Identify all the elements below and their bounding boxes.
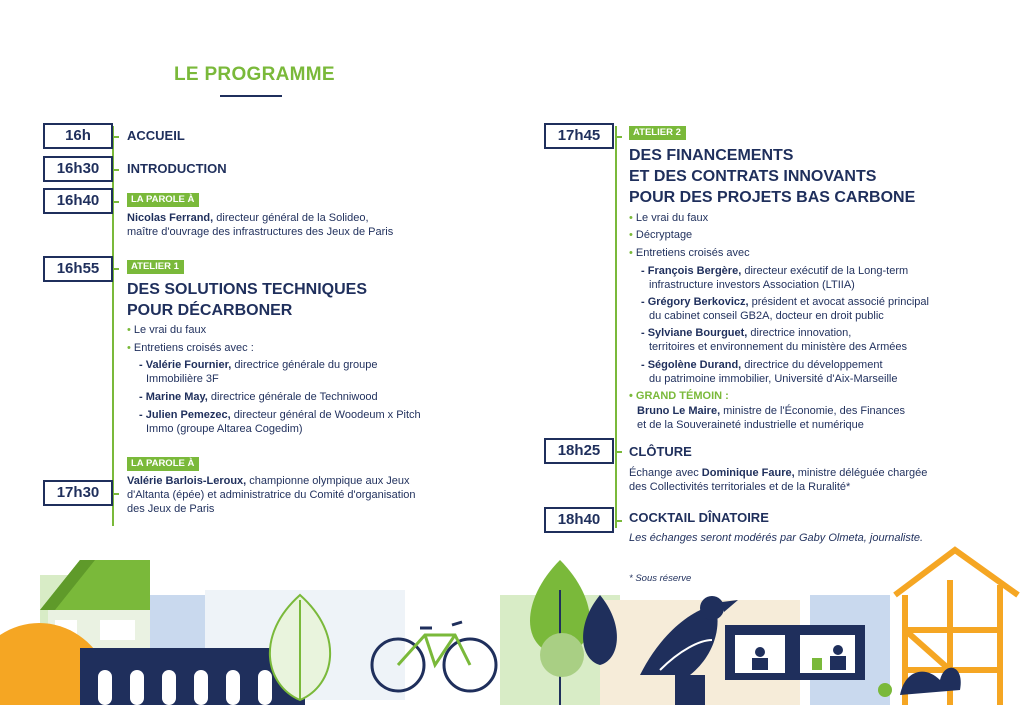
page-title: LE PROGRAMME (174, 64, 335, 85)
participant: - François Bergère, directeur exécutif de la Long-term (641, 265, 909, 277)
atelier-title: DES SOLUTIONS TECHNIQUES POUR DÉCARBONER (127, 281, 368, 319)
bullet: • Le vrai du faux (629, 212, 709, 224)
closing-text: des Collectivités territoriales et de la Ruralité* (629, 481, 851, 493)
slot-heading: COCKTAIL DÎNATOIRE (629, 510, 769, 525)
participant-role: du patrimoine immobilier, Université d'Aix-Marseille (649, 373, 898, 385)
slot-heading: ACCUEIL (127, 128, 185, 143)
grand-temoin-label: • GRAND TÉMOIN : (629, 390, 729, 402)
connector (616, 136, 622, 138)
right-timeline-line (615, 126, 617, 528)
title-underline (220, 95, 282, 97)
slot-heading: INTRODUCTION (127, 161, 227, 176)
grand-temoin-role: et de la Souveraineté industrielle et numérique (637, 419, 864, 431)
time-box-17h45: 17h45 (544, 123, 614, 149)
slot-heading: CLÔTURE (629, 444, 692, 459)
participant-role: infrastructure investors Association (LTIIA) (649, 279, 855, 291)
bullet: • Entretiens croisés avec : (127, 342, 254, 354)
time-box-18h40: 18h40 (544, 507, 614, 533)
time-box-17h30: 17h30 (43, 480, 113, 506)
bullet: • Entretiens croisés avec (629, 247, 750, 259)
time-box-16h55: 16h55 (43, 256, 113, 282)
participant: - Grégory Berkovicz, président et avocat associé principal (641, 296, 929, 308)
section-tag: LA PAROLE À (127, 193, 199, 207)
participant-role: du cabinet conseil GB2A, docteur en droit public (649, 310, 884, 322)
closing-text: Échange avec Dominique Faure, ministre déléguée chargée (629, 467, 928, 479)
connector (113, 136, 119, 138)
bullet: • Le vrai du faux (127, 324, 207, 336)
section-tag: LA PAROLE À (127, 457, 199, 471)
speaker-role: maître d'ouvrage des infrastructures des Jeux de Paris (127, 226, 394, 238)
left-timeline-line (112, 126, 114, 526)
participant-role: Immobilière 3F (146, 373, 219, 385)
participant-role: Immo (groupe Altarea Cogedim) (146, 423, 303, 435)
section-tag: ATELIER 2 (629, 126, 686, 140)
time-box-16h: 16h (43, 123, 113, 149)
connector (113, 493, 119, 495)
moderator-note: Les échanges seront modérés par Gaby Olmeta, journaliste. (629, 532, 924, 544)
connector (113, 201, 119, 203)
participant: - Marine May, directrice générale de Techniwood (139, 391, 378, 403)
speaker-role: des Jeux de Paris (127, 503, 215, 515)
participant: - Ségolène Durand, directrice du développement (641, 359, 883, 371)
bullet: • Décryptage (629, 229, 693, 241)
time-box-18h25: 18h25 (544, 438, 614, 464)
bottom-illustration (0, 540, 1024, 705)
connector (113, 268, 119, 270)
connector (616, 451, 622, 453)
speaker-role: d'Altanta (épée) et administratrice du Comité d'organisation (127, 489, 416, 501)
atelier-title: DES FINANCEMENTS ET DES CONTRATS INNOVANTS POUR DES PROJETS BAS CARBONE (629, 147, 916, 206)
footnote: * Sous réserve (629, 573, 692, 584)
participant: - Valérie Fournier, directrice générale du groupe (139, 359, 378, 371)
participant-role: territoires et environnement du ministère des Armées (649, 341, 908, 353)
office-workers-illustration (725, 625, 865, 680)
connector (113, 169, 119, 171)
speaker-text: Valérie Barlois-Leroux, championne olympique aux Jeux (127, 475, 410, 487)
time-box-16h40: 16h40 (43, 188, 113, 214)
participant: - Julien Pemezec, directeur général de Woodeum x Pitch (139, 409, 421, 421)
connector (616, 520, 622, 522)
participant: - Sylviane Bourguet, directrice innovation, (641, 327, 852, 339)
time-box-16h30: 16h30 (43, 156, 113, 182)
grand-temoin-text: Bruno Le Maire, ministre de l'Économie, des Finances (637, 405, 906, 417)
section-tag: ATELIER 1 (127, 260, 184, 274)
speaker-text: Nicolas Ferrand, directeur général de la Solideo, (127, 212, 369, 224)
